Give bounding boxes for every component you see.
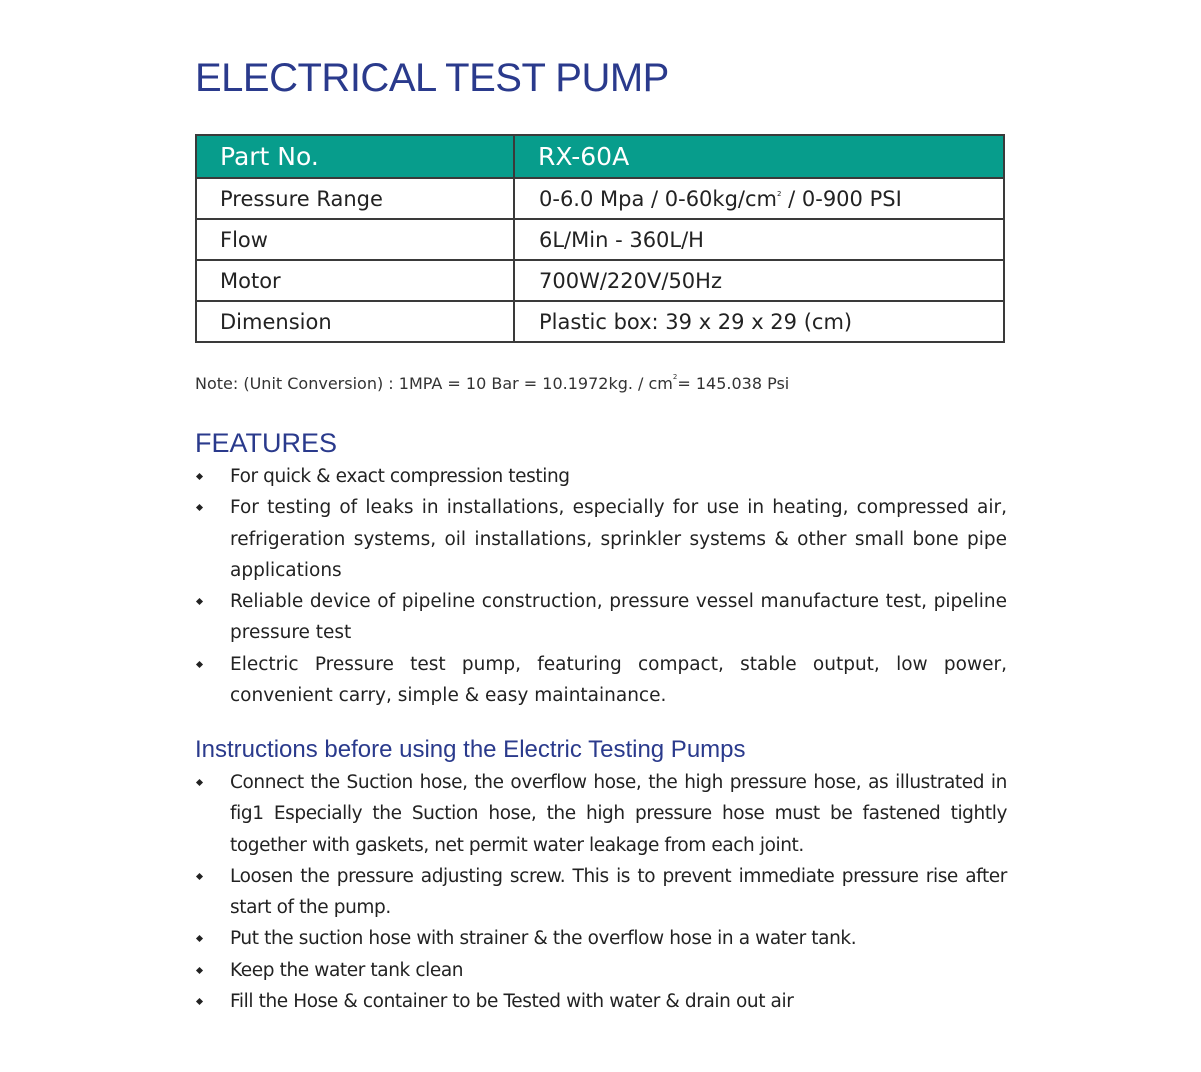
feature-text: For testing of leaks in installations, especially for use in heating, compressed air, refrigeration systems, oil installations, sprinkler systems & other small bone pipe applications <box>230 497 1007 581</box>
spec-label-dimension: Dimension <box>196 301 514 342</box>
diamond-bullet-icon <box>196 598 203 605</box>
header-part-no-value: RX-60A <box>514 135 1004 178</box>
page-title: ELECTRICAL TEST PUMP <box>195 56 669 100</box>
spec-table <box>195 134 1005 343</box>
table-row <box>196 301 1004 342</box>
table-row <box>196 260 1004 301</box>
diamond-bullet-icon <box>196 661 203 668</box>
features-heading: FEATURES <box>195 428 338 458</box>
spec-value-pressure-range <box>514 178 1004 219</box>
instruction-text: Put the suction hose with strainer & the overflow hose in a water tank. <box>230 928 857 950</box>
diamond-bullet-icon <box>196 779 203 786</box>
note-text-end: = 145.038 Psi <box>677 374 790 393</box>
spec-value-motor: 700W/220V/50Hz <box>514 260 1004 301</box>
table-row <box>196 219 1004 260</box>
instruction-text: Connect the Suction hose, the overflow hose, the high pressure hose, as illustrated in fig1 Especially the Suction hose, the high pressure hose must be fastened tightly together with gaskets, net permit water leakage from each joint. <box>230 772 1007 856</box>
table-row <box>196 178 1004 219</box>
list-item <box>195 767 1007 861</box>
feature-text: Reliable device of pipeline construction, pressure vessel manufacture test, pipeline pressure test <box>230 591 1007 644</box>
spec-label-pressure-range: Pressure Range <box>196 178 514 219</box>
instruction-text: Loosen the pressure adjusting screw. This is to prevent immediate pressure rise after start of the pump. <box>230 865 1007 919</box>
spec-value-flow: 6L/Min - 360L/H <box>514 219 1004 260</box>
note-superscript: 2 <box>672 373 678 381</box>
instructions-heading: Instructions before using the Electric Testing Pumps <box>195 736 746 763</box>
feature-text: Electric Pressure test pump, featuring compact, stable output, low power, convenient carry, simple & easy maintainance. <box>230 653 1007 707</box>
list-item <box>195 461 1007 492</box>
spec-label-motor: Motor <box>196 260 514 301</box>
spec-label-flow: Flow <box>196 219 514 260</box>
diamond-bullet-icon <box>196 473 203 480</box>
note-text: Note: (Unit Conversion) : 1MPA = 10 Bar = 10.1972kg. / cm <box>195 374 673 393</box>
feature-text: For quick & exact compression testing <box>230 466 570 487</box>
instruction-text: Fill the Hose & container to be Tested with water & drain out air <box>230 991 794 1013</box>
instruction-text: Keep the water tank clean <box>230 959 464 981</box>
list-item <box>195 586 1007 649</box>
diamond-bullet-icon <box>196 935 203 942</box>
spec-table-header <box>196 135 1004 178</box>
list-item <box>195 492 1007 586</box>
list-item <box>195 861 1007 924</box>
instructions-list <box>195 767 1007 1017</box>
diamond-bullet-icon <box>196 998 203 1005</box>
spec-value-dimension: Plastic box: 39 x 29 x 29 (cm) <box>514 301 1004 342</box>
list-item <box>195 955 1007 986</box>
diamond-bullet-icon <box>196 873 203 880</box>
header-part-no-label: Part No. <box>196 135 514 178</box>
list-item <box>195 923 1007 954</box>
unit-conversion-note <box>195 373 789 393</box>
pressure-value-text-end: / 0-900 PSI <box>781 186 902 211</box>
pressure-unit-superscript: 2 <box>776 189 782 198</box>
diamond-bullet-icon <box>196 504 203 511</box>
diamond-bullet-icon <box>196 967 203 974</box>
features-list <box>195 461 1007 711</box>
list-item <box>195 986 1007 1017</box>
list-item <box>195 649 1007 712</box>
pressure-value-text: 0-6.0 Mpa / 0-60kg/cm <box>539 186 777 211</box>
